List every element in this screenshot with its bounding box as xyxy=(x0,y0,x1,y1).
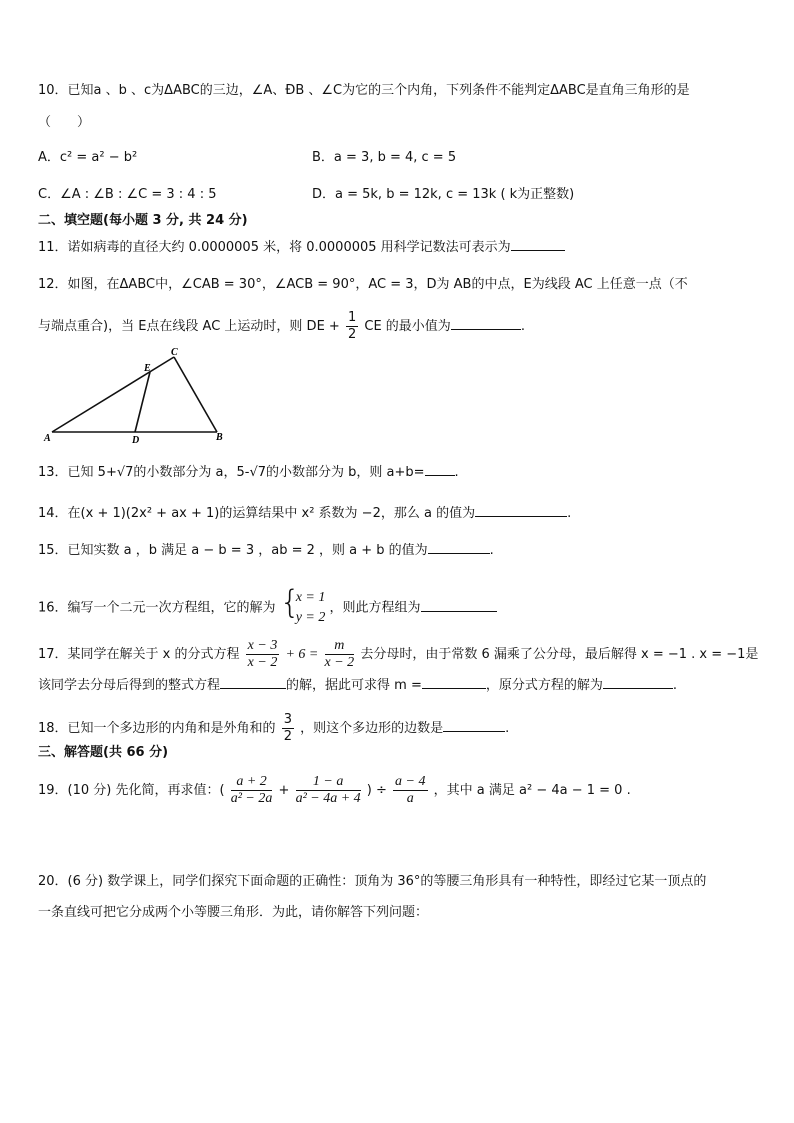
q17-fraction-2 xyxy=(325,638,355,671)
q18-stem: 18．已知一个多边形的内角和是外角和的 xyxy=(38,721,276,736)
q10-option-d: D．a = 5k, b = 12k, c = 13k ( k为正整数) xyxy=(312,187,575,202)
q10-stem: 10．已知a 、b 、c为ΔABC的三边，∠A、ÐB 、∠C为它的三个内角，下列条件不能判定ΔABC是直角三角形的是 xyxy=(38,83,690,98)
q17-f1-num: x − 3 xyxy=(247,638,278,653)
q20-line2: 一条直线可把它分成两个小等腰三角形．为此，请你解答下列问题： xyxy=(38,905,429,920)
fig-label-d: D xyxy=(132,435,140,446)
q17-post: 去分母时，由于常数 6 漏乘了公分母，最后解得 x = −1 . x = −1是 xyxy=(360,647,759,662)
q16-text xyxy=(38,583,497,628)
q10-option-b: B．a = 3, b = 4, c = 5 xyxy=(312,150,457,165)
q16-equation-system xyxy=(279,583,326,628)
q17-mid: + 6 = xyxy=(285,647,319,662)
q18-post: ，则这个多边形的边数是 xyxy=(300,721,444,736)
q14-answer-blank[interactable] xyxy=(475,504,567,517)
q19-plus: + xyxy=(278,783,290,798)
q19-f2-num: 1 − a xyxy=(296,774,361,791)
q12-line2 xyxy=(38,310,525,343)
q19-divide: ) ÷ xyxy=(366,783,387,798)
q19-f2-den: a² − 4a + 4 xyxy=(295,791,361,806)
q17-stem: 17．某同学在解关于 x 的分式方程 xyxy=(38,647,240,662)
q19-post: ，其中 a 满足 a² − 4a − 1 = 0 . xyxy=(433,783,631,798)
brace-icon: { xyxy=(279,583,301,621)
section-solution-heading: 三、解答题(共 66 分) xyxy=(38,745,169,760)
q12-frac-den: 2 xyxy=(347,327,357,342)
q18-fraction xyxy=(282,712,294,745)
q15-stem: 15．已知实数 a ，b 满足 a − b = 3 ，ab = 2 ，则 a + b 的值为 xyxy=(38,543,428,558)
q13-text: 13．已知 5+√7的小数部分为 a，5-√7的小数部分为 b，则 a+b= . xyxy=(38,465,459,480)
q17-line2-d: . xyxy=(672,678,677,693)
q11-answer-blank[interactable] xyxy=(511,238,565,251)
q13-stem: 13．已知 5+√7的小数部分为 a，5-√7的小数部分为 b，则 a+b= xyxy=(38,465,425,480)
q19-fraction-1 xyxy=(231,774,273,807)
q17-line2-a: 该同学去分母后得到的整式方程 xyxy=(38,678,221,693)
q17-f1-den: x − 2 xyxy=(247,655,278,670)
q18-text: 18．已知一个多边形的内角和是外角和的 $\frac{3}{2}$ ，则这个多边形的边数是 . xyxy=(38,712,510,744)
q19-f3-den: a xyxy=(406,791,414,806)
q17-blank-solution[interactable] xyxy=(603,676,673,689)
q12-period: . xyxy=(520,319,525,334)
q12-triangle-figure xyxy=(40,344,230,446)
q18-frac-num: 3 xyxy=(283,712,292,727)
q20-line1: 20．(6 分) 数学课上，同学们探究下面命题的正确性：顶角为 36°的等腰三角形具有一种特性，即经过它某一顶点的 xyxy=(38,874,707,889)
q17-f2-den: x − 2 xyxy=(324,655,355,670)
q12-fraction xyxy=(346,310,358,343)
q17-line2 xyxy=(38,676,677,695)
q19-f3-num: a − 4 xyxy=(395,774,426,789)
q12-line2-text: 与端点重合)，当 E点在线段 AC 上运动时，则 DE + xyxy=(38,319,340,334)
q19-fraction-3 xyxy=(393,774,427,807)
q18-frac-den: 2 xyxy=(283,729,292,744)
q17-blank-m[interactable] xyxy=(422,676,486,689)
fig-label-e: E xyxy=(144,363,151,374)
fig-label-a: A xyxy=(44,433,51,444)
q11-text xyxy=(38,238,565,257)
q10-answer-bracket: （ ） xyxy=(38,115,91,130)
q14-text: 14．在(x + 1)(2x² + ax + 1)的运算结果中 x² 系数为 −2，那么 a 的值为 . xyxy=(38,506,572,521)
q18-answer-blank[interactable] xyxy=(443,719,505,732)
q16-post: ，则此方程组为 xyxy=(329,600,421,616)
q14-stem: 14．在(x + 1)(2x² + ax + 1)的运算结果中 x² 系数为 −2，那么 a 的值为 xyxy=(38,506,476,521)
q16-stem: 16．编写一个二元一次方程组，它的解为 xyxy=(38,600,276,616)
q17-line2-c: ，原分式方程的解为 xyxy=(485,678,603,693)
q13-answer-blank[interactable] xyxy=(425,463,455,476)
q17-fraction-1 xyxy=(246,638,280,671)
q19-stem: 19．(10 分) 先化简，再求值：( xyxy=(38,783,225,798)
q19-f1-den: a² − 2a xyxy=(230,791,273,806)
section-fill-in-heading: 二、填空题(每小题 3 分, 共 24 分) xyxy=(38,213,248,228)
q16-eq1: x = 1 xyxy=(295,590,326,605)
q19-fraction-2 xyxy=(296,774,361,807)
q12-answer-blank[interactable] xyxy=(451,317,521,330)
q17-line2-b: 的解，据此可求得 m = xyxy=(286,678,422,693)
q11-stem: 11．诺如病毒的直径大约 0.0000005 米，将 0.0000005 用科学记数法可表示为 xyxy=(38,240,511,255)
q12-line2-text-b: CE 的最小值为 xyxy=(364,319,451,334)
q19-text xyxy=(38,774,631,807)
q10-option-a: A．c² = a² − b² xyxy=(38,150,138,165)
q17-blank-equation[interactable] xyxy=(220,676,286,689)
q15-text: 15．已知实数 a ，b 满足 a − b = 3 ，ab = 2 ，则 a + b 的值为 . xyxy=(38,543,494,558)
q16-eq2: y = 2 xyxy=(295,610,326,625)
fig-label-c: C xyxy=(171,347,178,358)
q16-answer-blank[interactable] xyxy=(421,599,497,612)
q12-frac-num: 1 xyxy=(347,310,357,325)
q17-f2-num: m xyxy=(325,638,355,655)
q15-answer-blank[interactable] xyxy=(428,541,490,554)
fig-label-b: B xyxy=(216,432,223,443)
q10-option-c: C．∠A : ∠B : ∠C = 3 : 4 : 5 xyxy=(38,187,217,202)
q12-line1: 12．如图，在ΔABC中，∠CAB = 30°，∠ACB = 90°，AC = 3，D为 AB的中点，E为线段 AC 上任意一点（不 xyxy=(38,277,688,292)
q17-line1 xyxy=(38,638,758,671)
q19-f1-num: a + 2 xyxy=(231,774,273,791)
